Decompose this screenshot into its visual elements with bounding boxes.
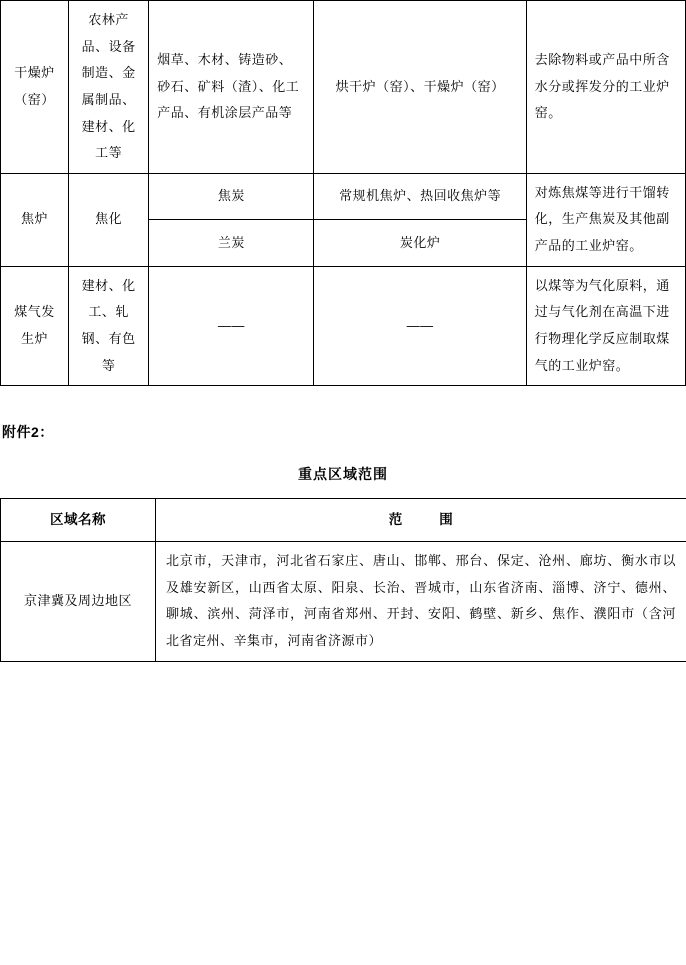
furnace-definition-cell: 去除物料或产品中所含水分或挥发分的工业炉窑。 (526, 1, 685, 174)
table-header-row (1, 499, 686, 542)
furnace-equipment-cell: 烘干炉（窑）、干燥炉（窑） (314, 1, 526, 174)
region-scope-header-right: 围 (439, 512, 454, 528)
furnace-materials-cell: 兰炭 (149, 220, 314, 266)
table-row (1, 542, 686, 662)
furnace-materials-cell: 烟草、木材、铸造砂、砂石、矿料（渣）、化工产品、有机涂层产品等 (149, 1, 314, 174)
furnace-equipment-cell: 炭化炉 (314, 220, 526, 266)
furnace-equipment-cell: —— (314, 266, 526, 386)
furnace-name-cell: 焦炉 (1, 173, 69, 266)
page-title: 重点区域范围 (298, 466, 388, 483)
furnace-industry-cell: 农林产品、设备制造、金属制品、建材、化工等 (69, 1, 149, 174)
furnace-materials-cell: 焦炭 (149, 173, 314, 219)
furnace-name-cell: 干燥炉（窑） (1, 1, 69, 174)
furnace-name-cell: 煤气发生炉 (1, 266, 69, 386)
region-name-cell: 京津冀及周边地区 (1, 542, 156, 662)
furnace-industry-cell: 焦化 (69, 173, 149, 266)
region-scope-header (156, 499, 686, 542)
furnace-types-table (0, 0, 686, 386)
title-spacer (0, 442, 686, 464)
furnace-materials-cell: —— (149, 266, 314, 386)
section-spacer (0, 386, 686, 422)
key-region-table (0, 498, 686, 661)
furnace-definition-cell: 对炼焦煤等进行干馏转化，生产焦炭及其他副产品的工业炉窑。 (526, 173, 685, 266)
furnace-definition-cell: 以煤等为气化原料，通过与气化剂在高温下进行物理化学反应制取煤气的工业炉窑。 (526, 266, 685, 386)
region-scope-cell: 北京市，天津市，河北省石家庄、唐山、邯郸、邢台、保定、沧州、廊坊、衡水市以及雄安新区，山西省太原、阳泉、长治、晋城市，山东省济南、淄博、济宁、德州、聊城、滨州、菏泽市，河南省郑州、开封、安阳、鹤壁、新乡、焦作、濮阳市（含河北省定州、辛集市，河南省济源市） (156, 542, 686, 662)
table-row (1, 266, 686, 386)
attachment-label: 附件2： (2, 424, 54, 441)
table-row (1, 1, 686, 174)
furnace-equipment-cell: 常规机焦炉、热回收焦炉等 (314, 173, 526, 219)
table-row (1, 173, 686, 219)
region-scope-header-left: 范 (388, 512, 403, 528)
region-name-header: 区域名称 (1, 499, 156, 542)
furnace-industry-cell: 建材、化工、轧钢、有色等 (69, 266, 149, 386)
